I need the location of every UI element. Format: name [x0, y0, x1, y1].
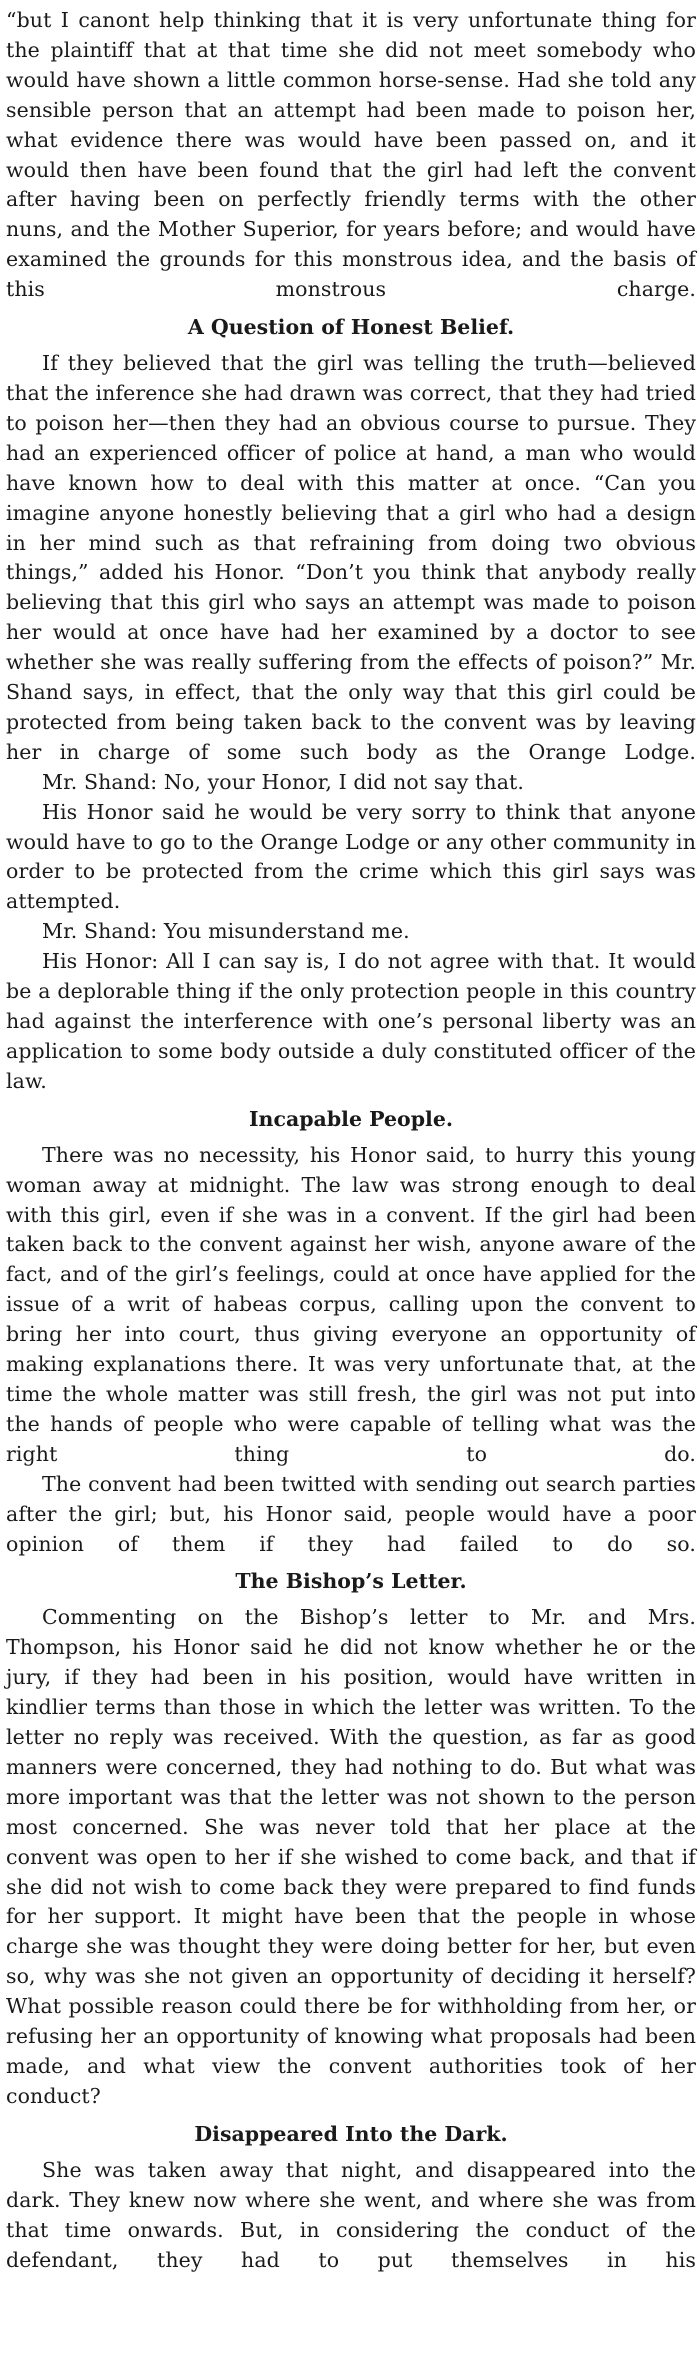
paragraph: His Honor said he would be very sorry to think that anyone would have to go to the Orange Lodge or any other community in order to be protected from the crime which this girl says was attempted.: [6, 799, 696, 914]
paragraph: If they believed that the girl was telling the truth—believed that the inference she had drawn was correct, that they had tried to poison her—then they had an obvious course to pursue. They had an experienced officer of police at hand, a man who would have known how to deal with this matter at once. “Can you imagine anyone honestly believing that a girl who had a design in her mind such as that refraining from doing two obvious things,” added his Honor. “Don’t you think that anybody really believing that this girl who says an attempt was made to poison her would at once have had her examined by a doctor to see whether she was really suffering from the effects of poison?” Mr. Shand says, in effect, that the only way that this girl could be protected from being taken back to the convent was by leaving her in charge of some such body as the Orange Lodge.: [6, 351, 696, 764]
paragraph: Commenting on the Bishop’s letter to Mr. and Mrs. Thompson, his Honor said he did not know whether he or the jury, if they had been in his position, would have written in kindlier terms than those in which the letter was written. To the letter no reply was received. With the question, as far as good manners were concerned, they had nothing to do. But what was more important was that the letter was not shown to the person most concerned. She was never told that her place at the convent was open to her if she wished to come back, and that if she did not wish to come back they were prepared to find funds for her support. It might have been that the people in whose charge she was thought they were doing better for her, but even so, why was she not given an opportunity of deciding it herself? What possible reason could there be for withholding from her, or refusing her an opportunity of knowing what proposals had been made, and what view the convent authorities took of her conduct?: [6, 1605, 696, 2108]
paragraph: Mr. Shand: No, your Honor, I did not say that.: [42, 769, 524, 794]
section-heading: The Bishop’s Letter.: [235, 1569, 467, 1594]
section-heading: A Question of Honest Belief.: [187, 315, 515, 340]
paragraph: “but I canont help thinking that it is very unfortunate thing for the plaintiff that at that time she did not meet somebody who would have shown a little common horse-sense. Had she told any sensible person that an attempt had been made to poison her, what evidence there was would have been passed on, and it would then have been found that the girl had left the convent after having been on perfectly friendly terms with the other nuns, and the Mother Superior, for years before; and would have examined the grounds for this monstrous idea, and the basis of this monstrous charge.: [6, 8, 696, 302]
section-heading: Incapable People.: [248, 1106, 454, 1131]
paragraph: She was taken away that night, and disappeared into the dark. They knew now where she went, and where she was from that time onwards. But, in considering the conduct of the defendant, they had to put themselves in his: [6, 2157, 696, 2272]
paragraph: The convent had been twitted with sending out search parties after the girl; but, his Honor said, people would have a poor opinion of them if they had failed to do so.: [6, 1471, 696, 1556]
paragraph: Mr. Shand: You misunderstand me.: [42, 919, 410, 944]
paragraph: There was no necessity, his Honor said, to hurry this young woman away at midnight. The law was strong enough to deal with this girl, even if she was in a convent. If the girl had been taken back to the convent against her wish, anyone aware of the fact, and of the girl’s feelings, could at once have applied for the issue of a writ of habeas corpus, calling upon the convent to bring her into court, thus giving everyone an opportunity of making explanations there. It was very unfortunate that, at the time the whole matter was still fresh, the girl was not put into the hands of people who were capable of telling what was the right thing to do.: [6, 1142, 696, 1466]
paragraph: His Honor: All I can say is, I do not agree with that. It would be a deplorable thing if the only protection people in this country had against the interference with one’s personal liberty was an application to some body outside a duly constituted officer of the law.: [6, 949, 696, 1093]
section-heading: Disappeared Into the Dark.: [194, 2121, 508, 2146]
